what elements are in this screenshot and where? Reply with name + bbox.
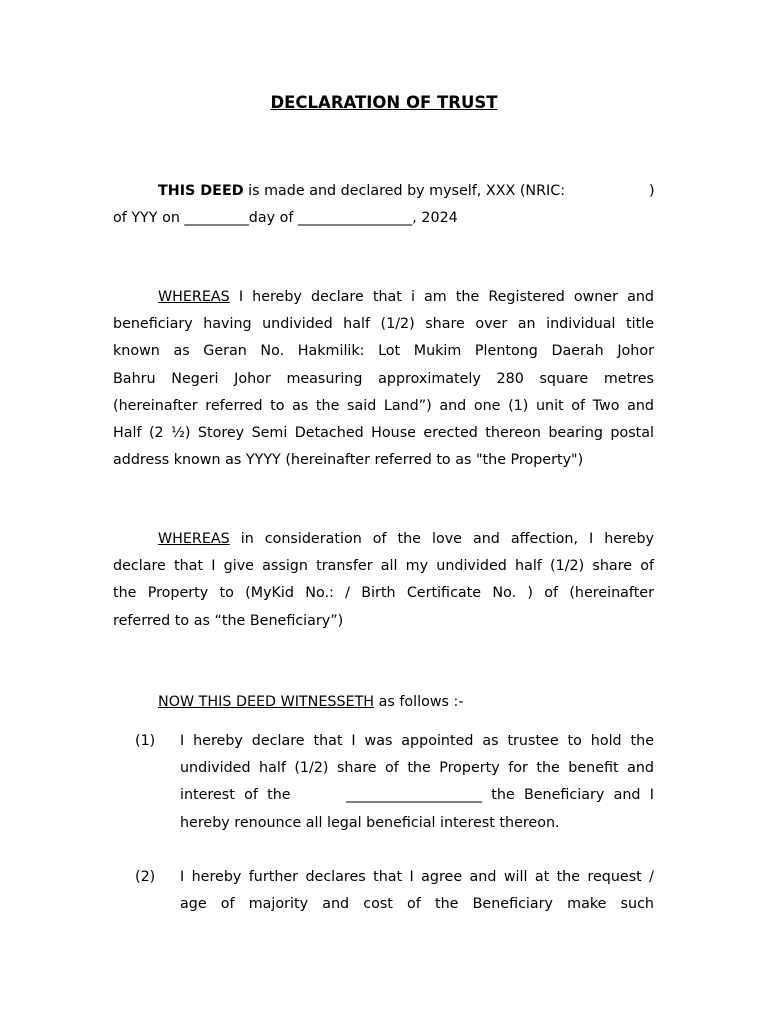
document-title: DECLARATION OF TRUST [270, 93, 498, 112]
whereas-1-line-1 [113, 284, 654, 311]
item-1-line-4: hereby renounce all legal beneficial interest thereon. [180, 814, 560, 831]
whereas-2-line-1 [113, 526, 654, 553]
witness-rest: as follows :- [374, 694, 464, 710]
whereas-2-line-2: declare that I give assign transfer all my undivided half (1/2) share of [113, 558, 654, 575]
item-1-number: (1) [135, 733, 156, 749]
item-1-body [180, 728, 654, 837]
item-2-line-1: I hereby further declares that I agree and will at the request / [180, 869, 654, 885]
whereas-1-line-1-text: I hereby declare that i am the Registered owner and [229, 289, 654, 305]
this-deed-keyword: THIS DEED [158, 183, 244, 199]
item-1-line-1: I hereby declare that I was appointed as trustee to hold the [180, 733, 654, 749]
whereas-2-line-1-text: in consideration of the love and affection, I hereby [229, 531, 654, 547]
intro-line-2: of YYY on _________day of ________________, 2024 [113, 210, 458, 226]
item-1-line-3: interest of the ___________________ the Beneficiary and I [180, 787, 654, 804]
whereas-1-line-6: Half (2 ½) Storey Semi Detached House erected thereon bearing postal [113, 425, 654, 442]
intro-line-1 [158, 181, 565, 201]
item-2-number: (2) [135, 869, 156, 885]
whereas-2-keyword: WHEREAS [158, 531, 230, 547]
whereas-1-line-2: beneficiary having undivided half (1/2) share over an individual title [113, 316, 654, 333]
intro-line-1-text: is made and declared by myself, XXX (NRIC: [243, 183, 566, 199]
whereas-2-paragraph [113, 526, 654, 635]
witness-keyword: NOW THIS DEED WITNESSETH [158, 694, 375, 710]
whereas-2-line-4: referred to as “the Beneficiary”) [113, 612, 344, 629]
whereas-2-line-3: the Property to (MyKid No.: / Birth Certificate No. ) of (hereinafter [113, 585, 654, 602]
whereas-1-line-7: address known as YYYY (hereinafter referred to as "the Property") [113, 452, 584, 469]
whereas-1-line-4: Bahru Negeri Johor measuring approximately 280 square metres [113, 370, 654, 387]
item-2-body [180, 864, 654, 918]
item-1-line-2: undivided half (1/2) share of the Property for the benefit and [180, 760, 654, 777]
whereas-1-keyword: WHEREAS [158, 289, 230, 305]
witness-line [158, 692, 464, 712]
whereas-1-paragraph [113, 284, 654, 474]
intro-nric-close: ) [649, 183, 655, 199]
item-2-line-2: age of majority and cost of the Beneficiary make such [180, 896, 654, 913]
whereas-1-line-3: known as Geran No. Hakmilik: Lot Mukim Plentong Daerah Johor [113, 343, 654, 360]
whereas-1-line-5: (hereinafter referred to as the said Land”) and one (1) unit of Two and [113, 397, 654, 414]
